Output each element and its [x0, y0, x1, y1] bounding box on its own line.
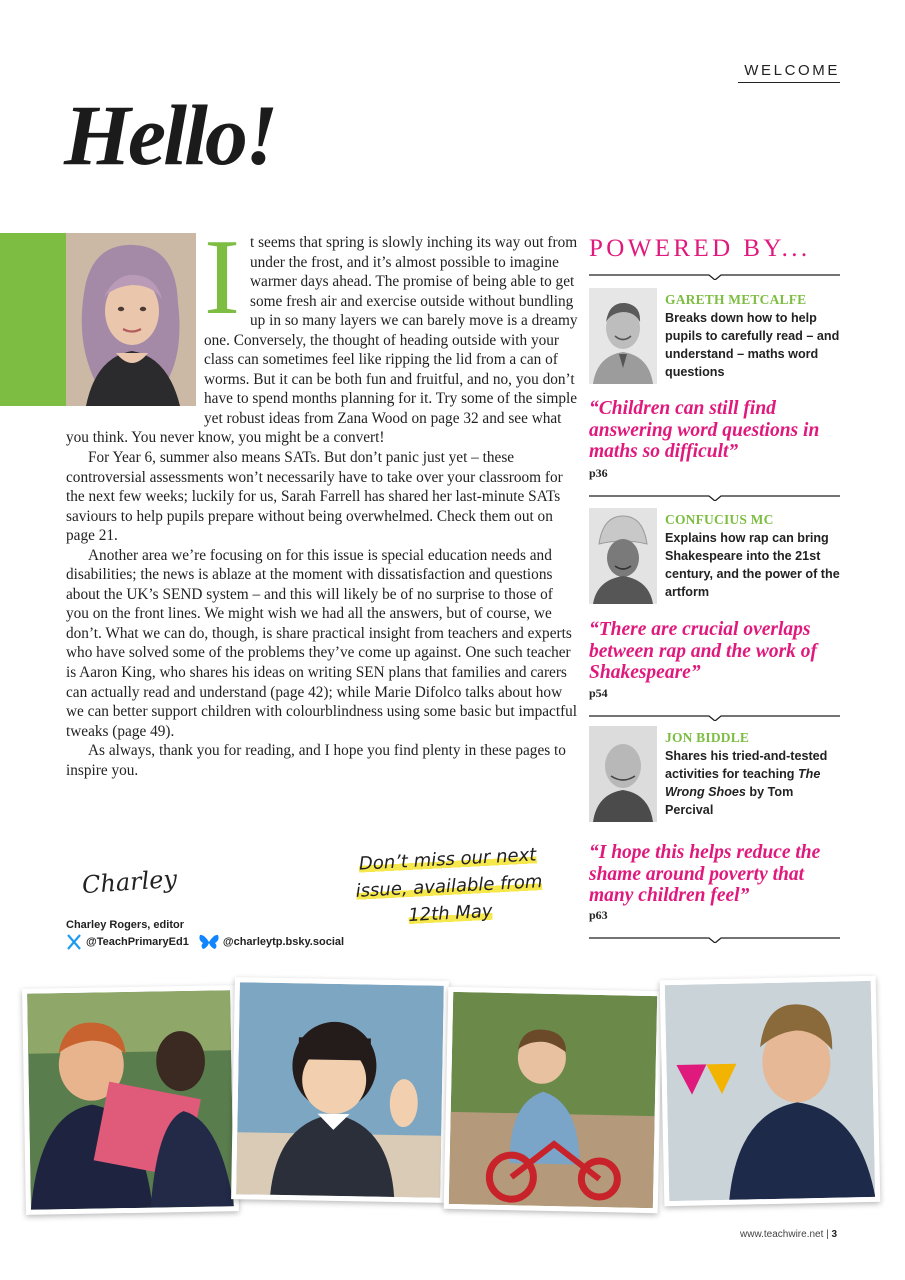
contributor-description: Breaks down how to help pupils to carefully read – and understand – maths word questions [665, 311, 840, 379]
footer-url[interactable]: www.teachwire.net | [740, 1229, 832, 1240]
editor-name: Charley Rogers, editor [66, 919, 184, 931]
divider [589, 270, 840, 280]
book-title: The Wrong Shoes [665, 767, 821, 799]
page-footer [740, 1229, 837, 1240]
bluesky-logo-icon [199, 934, 219, 950]
contributor-name: JON BIDDLE [665, 730, 750, 745]
photo-girl-waving [231, 977, 449, 1203]
bluesky-handle-link[interactable]: @charleytp.bsky.social [222, 936, 345, 948]
accent-block [0, 233, 66, 406]
photo-boy-smiling [660, 976, 881, 1206]
pull-quote: “I hope this helps reduce the shame around poverty that many children feel” [589, 842, 821, 906]
divider [589, 711, 840, 721]
page-number: 3 [831, 1229, 838, 1240]
social-links [66, 934, 344, 950]
pull-quote: “There are crucial overlaps between rap and the work of Shakespeare” [589, 619, 818, 683]
x-handle-link[interactable]: @TeachPrimaryEd1 [86, 936, 189, 948]
x-logo-icon [66, 934, 82, 950]
signature: Charley [81, 864, 178, 900]
contributor-name: CONFUCIUS MC [665, 512, 774, 527]
divider [589, 933, 840, 943]
page-reference[interactable]: p63 [589, 908, 608, 922]
contributor-photo [589, 288, 657, 384]
letter-paragraph: It seems that spring is slowly inching its way out from under the frost, and it’s almost possible to imagine warmer days ahead. The promise of being able to get some fresh air and exercise outside without bundling up in so many layers we can barely move is a dreamy one. Conversely, the thought of heading outside with your class can sometimes feel like ripping the lid from a can of worms. But it can be both fun and fruitful, and no, you don’t have to spend months planning for it. Try some of the simple yet robust ideas from Zana Wood on page 32 and see what you think. You never know, you might be a convert! [66, 218, 578, 447]
section-label: WELCOME [738, 62, 840, 83]
divider [589, 491, 840, 501]
contributor-photo [589, 726, 657, 822]
letter-paragraph: For Year 6, summer also means SATs. But don’t panic just yet – these controversial assessments won’t necessarily have to take over your classroom for the next few weeks; luckily for us, Sarah Farrell has shared her last-minute SATs saviours to help pupils prepare without being overwhelmed. Check them out on page 21. [66, 449, 563, 545]
photo-spacer [66, 233, 204, 409]
pull-quote: “Children can still find answering word questions in maths so difficult” [589, 398, 820, 462]
page-reference[interactable]: p36 [589, 466, 608, 480]
editor-letter [66, 218, 578, 780]
letter-paragraph: As always, thank you for reading, and I hope you find plenty in these pages to inspire you. [66, 742, 566, 779]
contributor-name: GARETH METCALFE [665, 292, 807, 307]
contributor-description: Shares his tried-and-tested activities for teaching The Wrong Shoes by Tom Percival [665, 749, 828, 817]
contributor-card [589, 726, 840, 826]
dropcap: I [204, 218, 240, 337]
contributor-description: Explains how rap can bring Shakespeare into the 21st century, and the power of the artform [665, 531, 840, 599]
powered-by-heading: POWERED BY... [589, 235, 811, 262]
contributor-card [589, 508, 840, 608]
page-reference[interactable]: p54 [589, 686, 608, 700]
contributor-card [589, 288, 840, 388]
handwritten-note: Don’t miss our next issue, available from 12th May [355, 844, 543, 927]
photo-child-tricycle [444, 987, 663, 1213]
photo-boy-reading [22, 985, 239, 1215]
letter-paragraph: Another area we’re focusing on for this issue is special education needs and disabilities; the news is ablaze at the moment with dissatisfaction and questions about the UK’s SEND system – and this will likely be of no surprise to those of you on the front lines. We might wish we had all the answers, but of course, we don’t. What we can do, though, is share practical insight from teachers and experts who have solved some of the problems they’ve come up against. One such teacher is Aaron King, who shares his ideas on writing SEN plans that families and carers can actually read and understand (page 42); while Marie Difolco talks about how we can better support children with colourblindness using some basic but impactful tweaks (page 49). [66, 546, 578, 740]
contributor-photo [589, 508, 657, 604]
page-title: Hello! [64, 87, 276, 183]
